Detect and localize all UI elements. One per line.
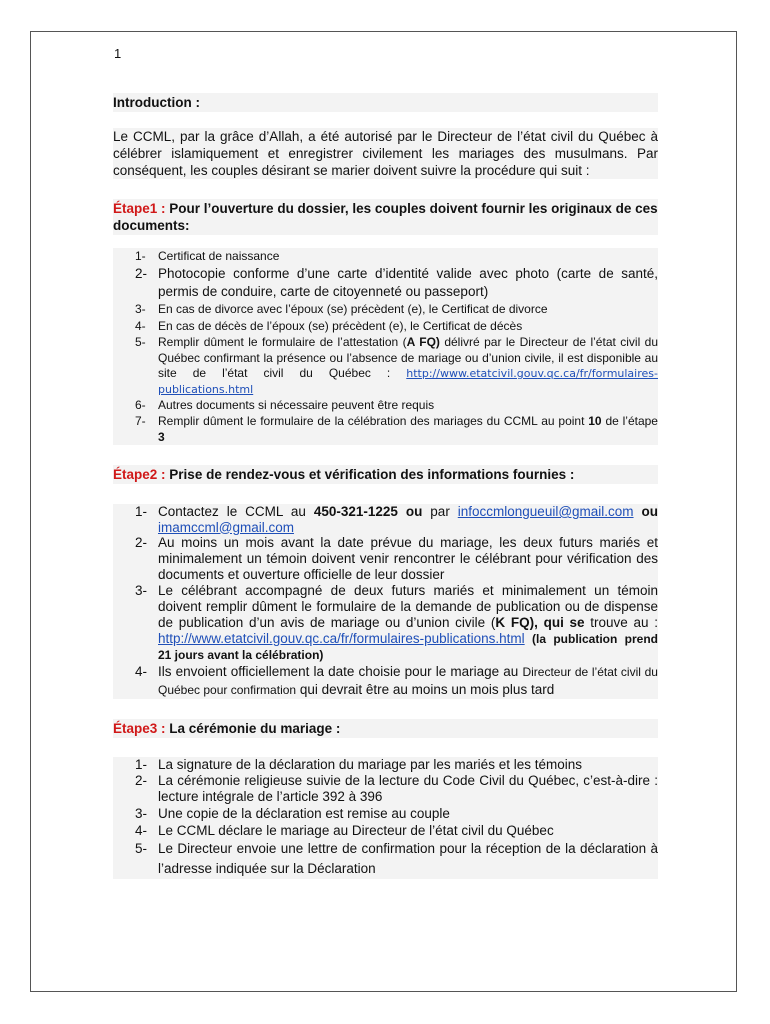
page-number: 1 [114, 46, 122, 61]
list-item: 4- Ils envoient officiellement la date choisie pour le mariage au Directeur de l’état civil du Québec pour confirmation qui devrait être au moins un mois plus tard [113, 663, 658, 699]
step3-list [113, 757, 658, 879]
list-item: 4- En cas de décès de l’époux (se) précèdent (e), le Certificat de décès [113, 318, 658, 335]
step2-heading [113, 465, 658, 484]
etatcivil-link[interactable]: http://www.etatcivil.gouv.qc.ca/fr/formulaires-publications.html [158, 367, 658, 396]
intro-heading: Introduction : [113, 93, 658, 112]
list-item: 1- Certificat de naissance [113, 248, 658, 265]
document-content [113, 93, 658, 879]
list-item: 5- Remplir dûment le formulaire de l’attestation (A FQ) délivré par le Directeur de l’état civil du Québec confirmant la présence ou l’absence de mariage ou d’union civile, il est disponible au site de l’état civil du Québec : http://www.etatcivil.gouv.qc.ca/fr/formulaires-publications.html [113, 335, 658, 397]
step3-label: Étape3 : [113, 721, 166, 736]
step3-title: La cérémonie du mariage : [169, 721, 341, 736]
intro-paragraph: Le CCML, par la grâce d’Allah, a été autorisé par le Directeur de l’état civil du Québec à célébrer islamiquement et enregistrer civilement les mariages des musulmans. Par conséquent, les couples désirant se marier doivent suivre la procédure qui suit : [113, 129, 658, 178]
email-link[interactable]: imamccml@gmail.com [158, 519, 294, 535]
step2-label: Étape2 : [113, 467, 166, 482]
step1-title: Pour l’ouverture du dossier, les couples doivent fournir les originaux de ces documents: [113, 201, 658, 233]
list-item: 6- Autres documents si nécessaire peuvent être requis [113, 397, 658, 414]
list-item: 3- Une copie de la déclaration est remise au couple [113, 805, 658, 822]
step1-heading [113, 199, 658, 235]
list-item: 2- La cérémonie religieuse suivie de la lecture du Code Civil du Québec, c’est-à-dire : lecture intégrale de l’article 392 à 396 [113, 773, 658, 805]
list-item: 4- Le CCML déclare le mariage au Directeur de l’état civil du Québec [113, 822, 658, 839]
step1-list [113, 248, 658, 445]
list-item: 7- Remplir dûment le formulaire de la célébration des mariages du CCML au point 10 de l’étape 3 [113, 414, 658, 445]
email-link[interactable]: infoccmlongueuil@gmail.com [457, 504, 634, 519]
step2-list [113, 504, 658, 699]
list-item: 1- La signature de la déclaration du mariage par les mariés et les témoins [113, 757, 658, 773]
list-item: 5- Le Directeur envoie une lettre de confirmation pour la réception de la déclaration à l’adresse indiquée sur la Déclaration [113, 839, 658, 879]
list-item: 2- Au moins un mois avant la date prévue du mariage, les deux futurs mariés et minimalement un témoin doivent venir rencontrer le célébrant pour vérification des documents et ouverture officielle de leur dossier [113, 535, 658, 583]
list-item: 2- Photocopie conforme d’une carte d’identité valide avec photo (carte de santé, permis de conduire, carte de citoyenneté ou passeport) [113, 265, 658, 301]
list-item: 3- Le célébrant accompagné de deux futurs mariés et minimalement un témoin doivent remplir dûment le formulaire de la demande de publication ou de dispense de publication d’un avis de mariage ou d’union civile (K FQ), qui se trouve au : http://www.etatcivil.gouv.qc.ca/fr/formulaires-publications.html (la publication prend 21 jours avant la célébration) [113, 583, 658, 663]
etatcivil-link[interactable]: http://www.etatcivil.gouv.qc.ca/fr/formulaires-publications.html [158, 631, 525, 646]
step3-heading [113, 719, 658, 738]
list-item: 3- En cas de divorce avec l’époux (se) précèdent (e), le Certificat de divorce [113, 301, 658, 318]
list-item: 1- Contactez le CCML au 450-321-1225 ou par infoccmlongueuil@gmail.com ou imamccml@gmail.com [113, 504, 658, 535]
step2-title: Prise de rendez-vous et vérification des informations fournies : [169, 467, 575, 482]
step1-label: Étape1 : [113, 201, 166, 216]
